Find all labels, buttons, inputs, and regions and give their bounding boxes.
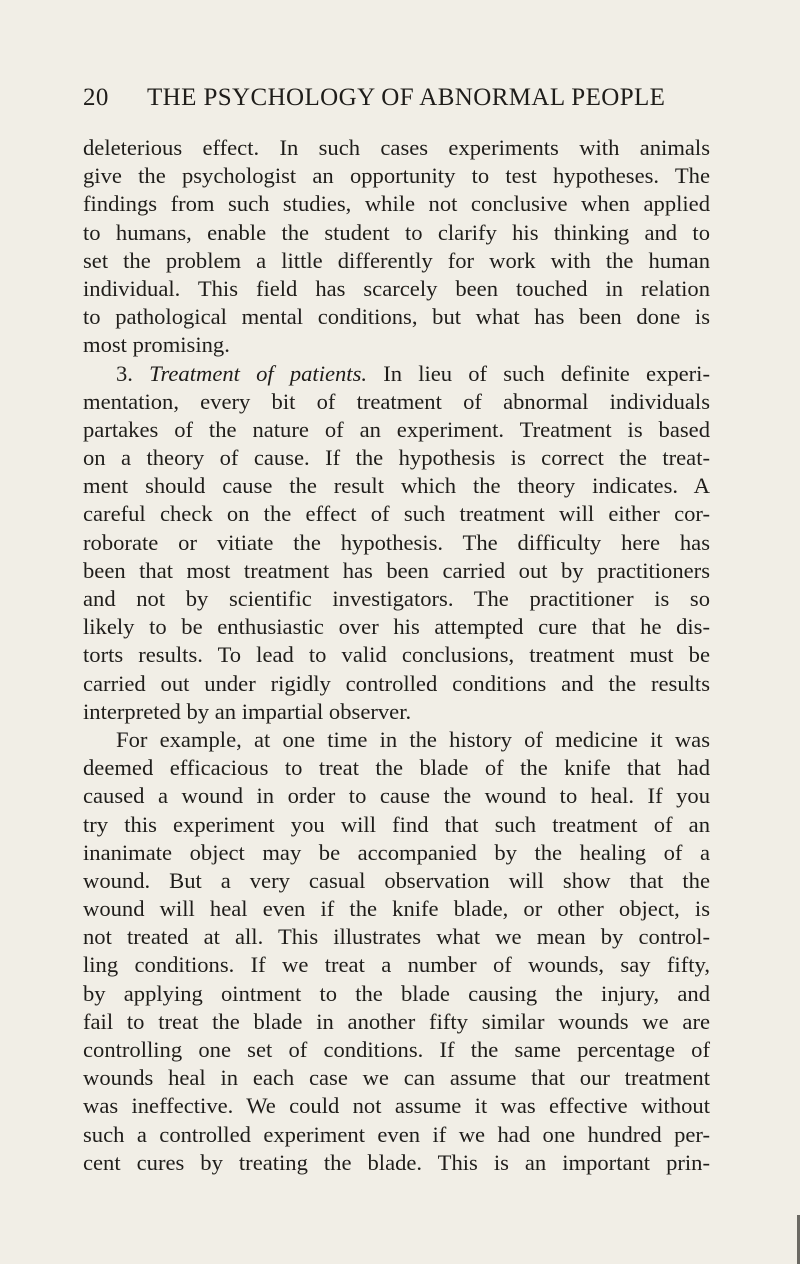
text-line: roborate or vitiate the hypothesis. The difficulty here has	[83, 529, 710, 555]
section-number: 3.	[116, 360, 133, 386]
text-line: and not by scientific investigators. The practitioner is so	[83, 586, 710, 611]
running-title: THE PSYCHOLOGY OF ABNORMAL PEOPLE	[147, 84, 666, 111]
running-head	[83, 84, 713, 118]
text-line: ling conditions. If we treat a number of wounds, say fifty,	[83, 952, 710, 978]
text-line: was ineffective. We could not assume it was effective without	[83, 1093, 710, 1119]
page-number: 20	[83, 84, 109, 111]
text-line: wound. But a very casual observation will show that the	[83, 867, 710, 893]
text-line: individual. This field has scarcely been touched in relation	[83, 275, 710, 301]
text-line: careful check on the effect of such treatment will either cor-	[83, 501, 710, 527]
text-line: controlling one set of conditions. If the same percentage of	[83, 1037, 710, 1062]
text-line: been that most treatment has been carried out by practitioners	[83, 557, 710, 583]
text-line: deemed efficacious to treat the blade of the knife that had	[83, 755, 710, 781]
text-line: on a theory of cause. If the hypothesis is correct the treat-	[83, 445, 710, 471]
text-line: wounds heal in each case we can assume that our treatment	[83, 1065, 710, 1091]
text-line: findings from such studies, while not conclusive when applied	[83, 191, 710, 217]
section-heading-line	[83, 360, 710, 388]
section-title: Treatment of patients.	[149, 360, 368, 386]
text-line: deleterious effect. In such cases experiments with animals	[83, 135, 710, 160]
text-line: For example, at one time in the history of medicine it was	[116, 726, 710, 752]
text-line: partakes of the nature of an experiment. Treatment is based	[83, 416, 710, 442]
text-line: give the psychologist an opportunity to test hypotheses. The	[83, 163, 710, 189]
text-line: torts results. To lead to valid conclusions, treatment must be	[83, 642, 710, 668]
text-line: such a controlled experiment even if we had one hundred per-	[83, 1121, 710, 1147]
text-line: caused a wound in order to cause the wound to heal. If you	[83, 783, 710, 809]
text-line: by applying ointment to the blade causing the injury, and	[83, 980, 710, 1006]
text-line: to humans, enable the student to clarify his thinking and to	[83, 219, 710, 245]
text-line: to pathological mental conditions, but what has been done is	[83, 304, 710, 330]
text-line: cent cures by treating the blade. This is an important prin-	[83, 1149, 710, 1175]
text-line: try this experiment you will find that such treatment of an	[83, 811, 710, 837]
text-line: not treated at all. This illustrates what we mean by control-	[83, 924, 710, 950]
text-line: carried out under rigidly controlled conditions and the results	[83, 670, 710, 696]
text-line: inanimate object may be accompanied by the healing of a	[83, 839, 710, 865]
text-line: In lieu of such definite experi-	[383, 360, 710, 386]
text-line: ment should cause the result which the theory indicates. A	[83, 473, 710, 499]
text-line: most promising.	[83, 332, 230, 358]
text-line: mentation, every bit of treatment of abnormal individuals	[83, 388, 710, 414]
body-text	[83, 134, 710, 1177]
text-line: fail to treat the blade in another fifty similar wounds we are	[83, 1008, 710, 1034]
text-line: likely to be enthusiastic over his attempted cure that he dis-	[83, 614, 710, 640]
text-line: wound will heal even if the knife blade, or other object, is	[83, 896, 710, 922]
text-line: set the problem a little differently for work with the human	[83, 247, 710, 273]
text-line: interpreted by an impartial observer.	[83, 698, 412, 724]
